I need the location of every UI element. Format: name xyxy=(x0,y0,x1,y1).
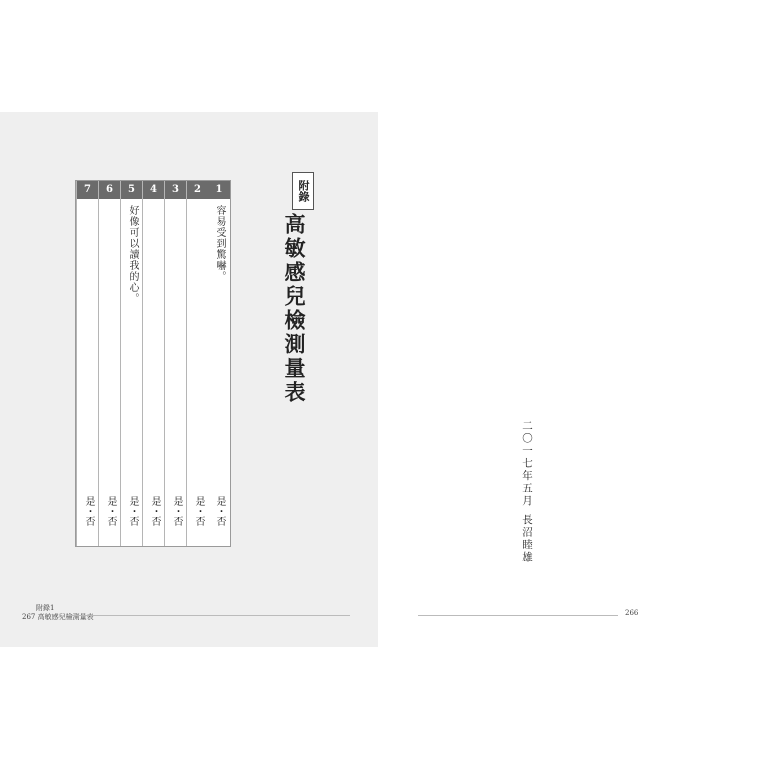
table-row xyxy=(142,181,164,546)
table-row xyxy=(186,181,208,546)
item-number: 1 xyxy=(208,181,230,199)
item-question: 好像可以讀我的心。 xyxy=(127,205,138,304)
right-footer xyxy=(625,609,638,617)
table-row xyxy=(120,181,142,546)
appendix-badge: 附錄 xyxy=(292,172,314,210)
item-number: 6 xyxy=(99,181,120,199)
table-row xyxy=(76,181,98,546)
footer-page-number: 267 xyxy=(22,613,36,621)
item-number: 4 xyxy=(143,181,164,199)
page-title: 高敏感兒檢測量表 xyxy=(282,213,307,405)
item-number: 3 xyxy=(165,181,186,199)
footer-rule xyxy=(70,615,350,616)
item-answer[interactable]: 是・否 xyxy=(149,496,160,526)
item-number: 7 xyxy=(77,181,98,199)
footer-page-number: 266 xyxy=(625,609,639,617)
footer-chapter-title: 高敏感兒檢測量表 xyxy=(37,613,94,621)
signature-date: 二〇一七年五月 xyxy=(521,420,533,508)
item-number: 5 xyxy=(121,181,142,199)
signature-author: 長沼睦雄 xyxy=(521,514,533,564)
checklist-table xyxy=(75,180,231,547)
item-answer[interactable]: 是・否 xyxy=(171,496,182,526)
table-row xyxy=(164,181,186,546)
footer-appendix-label: 附錄1 xyxy=(36,604,55,612)
right-page xyxy=(378,112,757,647)
item-answer[interactable]: 是・否 xyxy=(105,496,116,526)
item-answer[interactable]: 是・否 xyxy=(214,496,225,526)
table-row xyxy=(98,181,120,546)
item-question: 容易受到驚嚇。 xyxy=(214,205,225,282)
item-answer[interactable]: 是・否 xyxy=(127,496,138,526)
item-number: 2 xyxy=(187,181,208,199)
item-answer[interactable]: 是・否 xyxy=(193,496,204,526)
left-footer xyxy=(22,604,94,622)
item-answer[interactable]: 是・否 xyxy=(83,496,94,526)
table-row xyxy=(208,181,230,546)
footer-rule xyxy=(418,615,618,616)
